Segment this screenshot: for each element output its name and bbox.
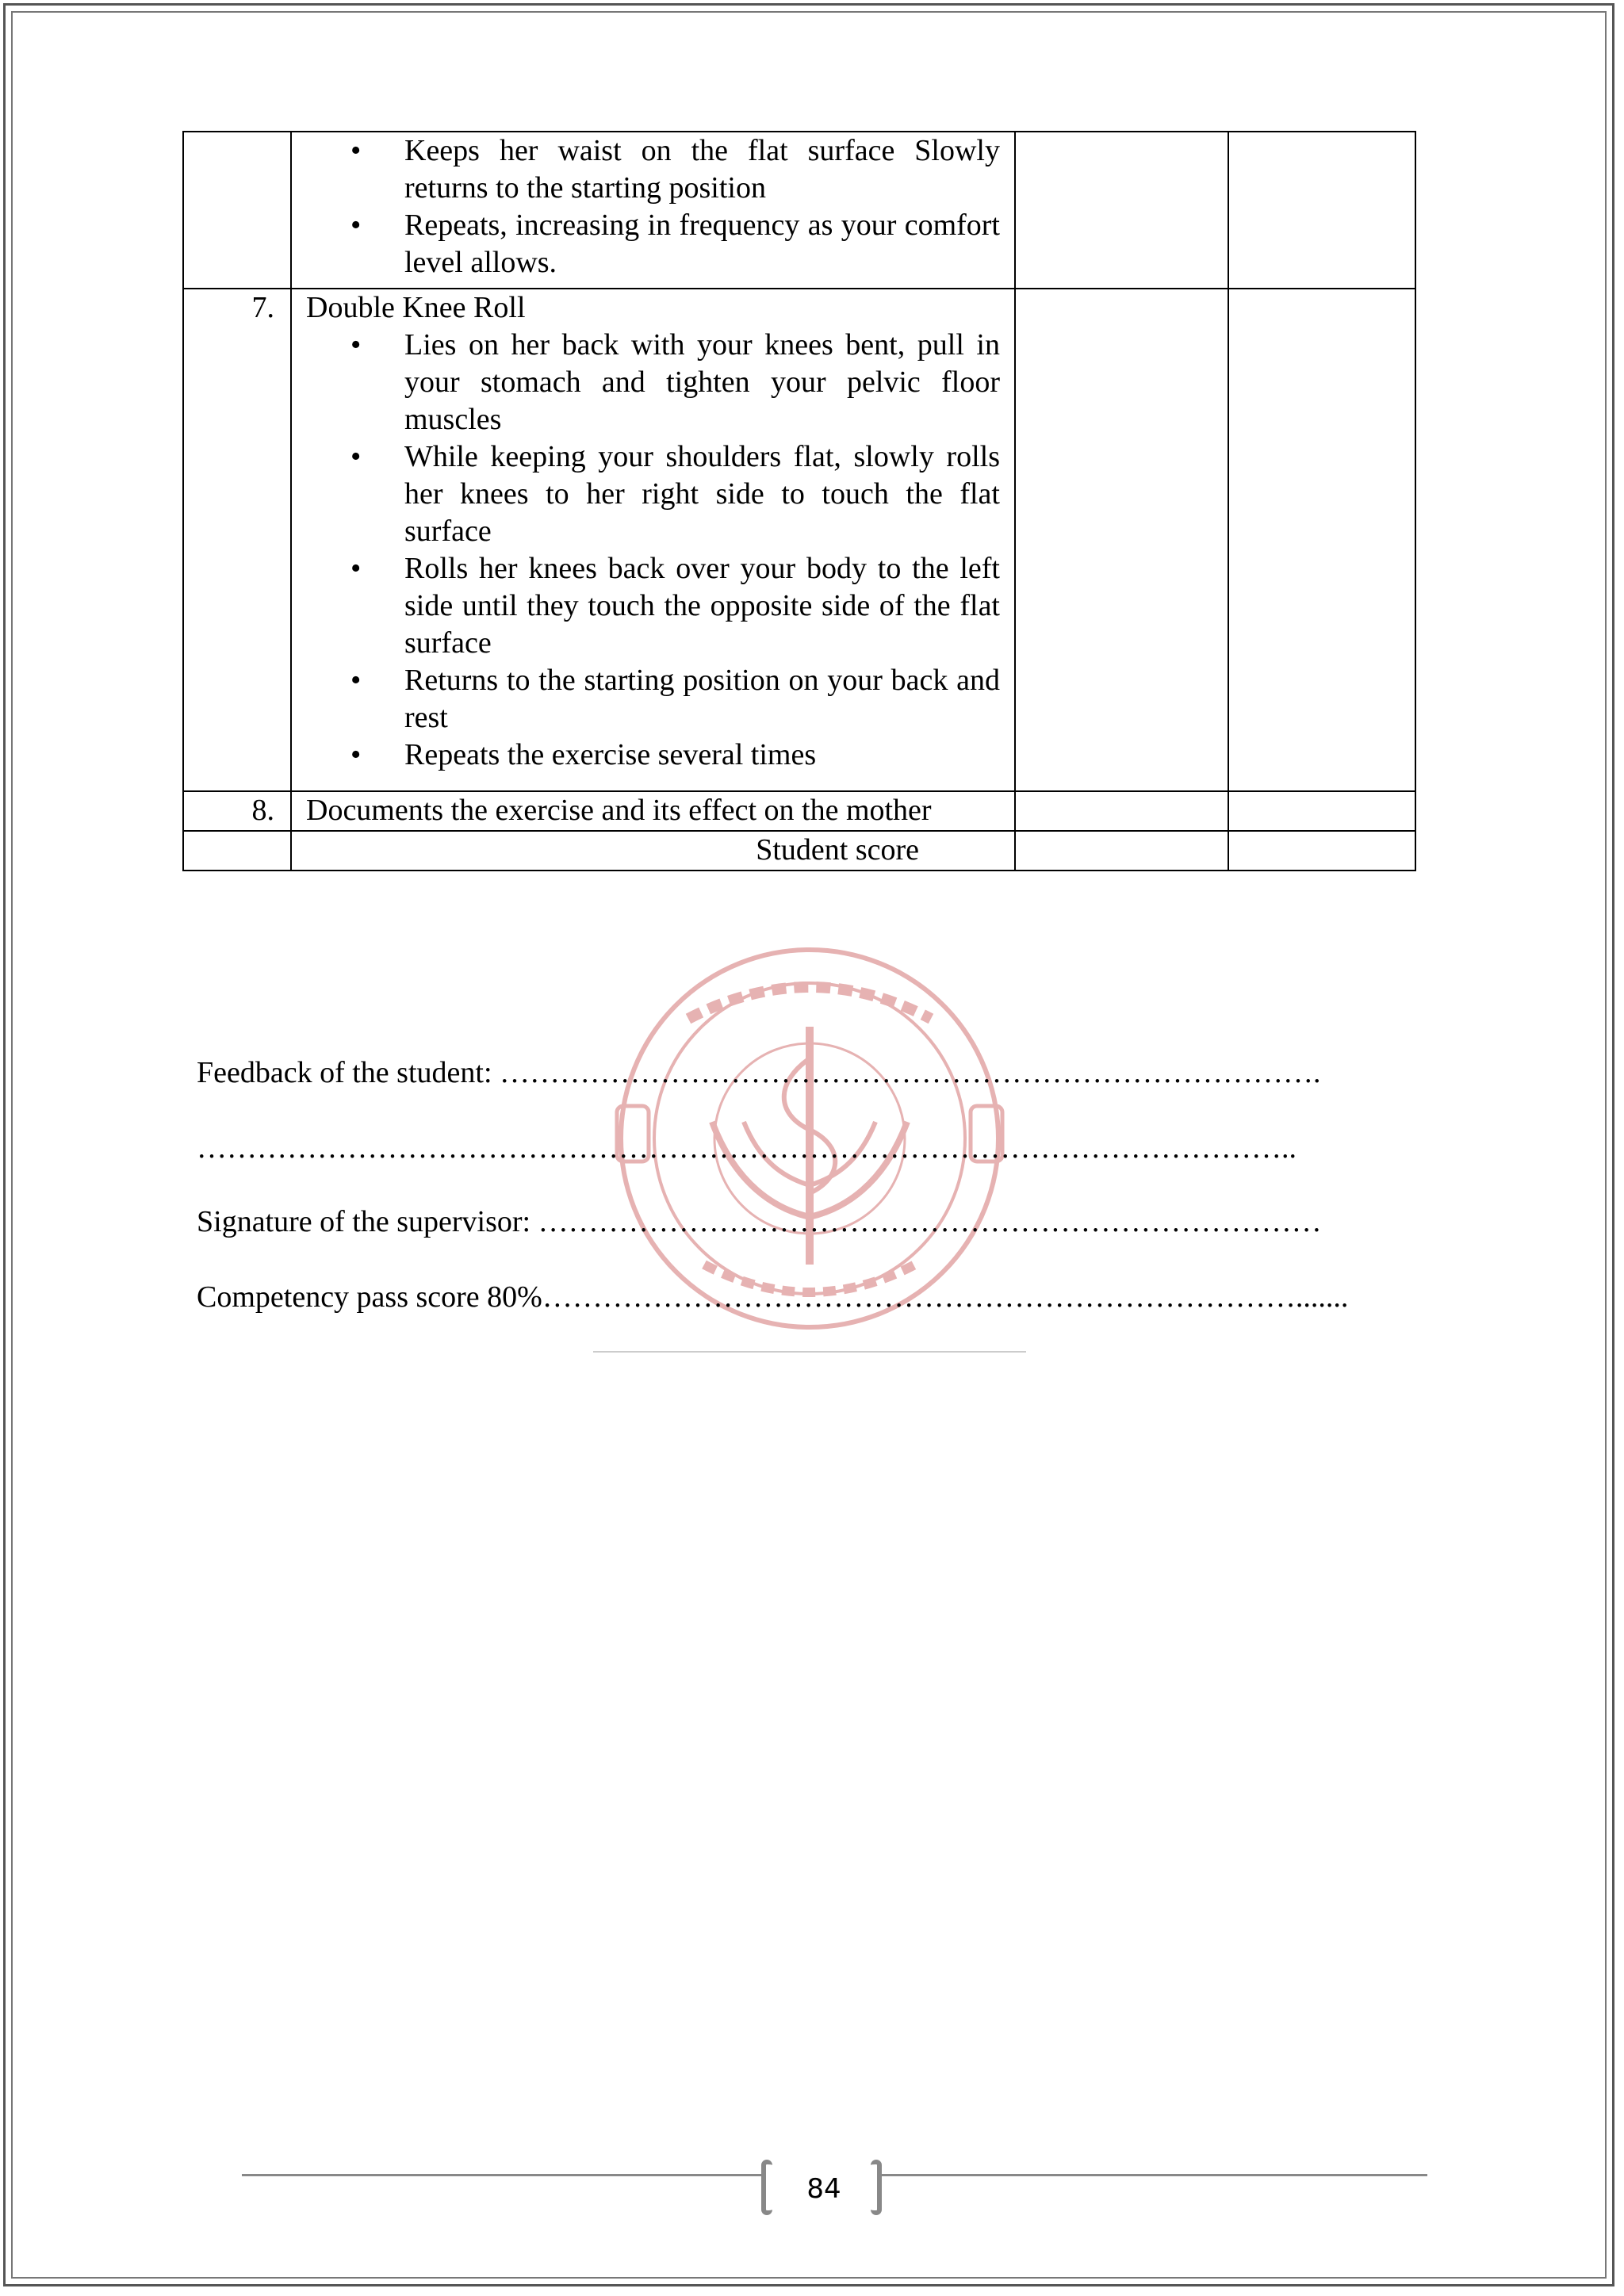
remarks-cell (1228, 289, 1415, 791)
list-item: • Lies on her back with your knees bent, pull in your stomach and tighten your pelvic floor muscles (404, 327, 1000, 438)
step-description (291, 289, 1015, 791)
remarks-cell (1228, 132, 1415, 289)
feedback-blank-line2: ……………………………………………………………………………………………….. (197, 1131, 1297, 1165)
footer-rule-right (882, 2174, 1427, 2176)
score-cell (1015, 132, 1228, 289)
signature-blank: …………………………………………………………………… (538, 1205, 1322, 1238)
footer-rule-left (242, 2174, 761, 2176)
competency-field (197, 1279, 1348, 1315)
table-row (183, 831, 1415, 871)
table-row (183, 791, 1415, 831)
step-title: Double Knee Roll (306, 291, 526, 324)
table-row (183, 132, 1415, 289)
step-description (291, 132, 1015, 289)
remarks-cell (1228, 831, 1415, 871)
list-item: • Returns to the starting position on your back and rest (404, 662, 1000, 737)
remarks-cell (1228, 791, 1415, 831)
step-number: 8. (183, 791, 291, 831)
step-description: Documents the exercise and its effect on the mother (291, 791, 1015, 831)
empty-number-cell (183, 831, 291, 871)
signature-label: Signature of the supervisor: (197, 1205, 531, 1238)
score-cell (1015, 289, 1228, 791)
signature-field (197, 1203, 1322, 1240)
competency-blank: …………………………………………………………………....... (542, 1280, 1349, 1314)
step-list (306, 132, 1000, 281)
step-list (306, 327, 1000, 774)
table-row (183, 289, 1415, 791)
step-number (183, 132, 291, 289)
competency-label: Competency pass score 80% (197, 1280, 542, 1314)
feedback-field (197, 1054, 1321, 1091)
score-cell (1015, 831, 1228, 871)
page-number: 84 (806, 2173, 841, 2205)
student-score-label: Student score (291, 831, 1015, 871)
feedback-field-line2 (197, 1130, 1297, 1166)
step-number: 7. (183, 289, 291, 791)
list-item: • Keeps her waist on the flat surface Slowly returns to the starting position (404, 132, 1000, 207)
list-item: • Repeats the exercise several times (404, 737, 1000, 774)
checklist-table (182, 131, 1416, 871)
list-item: • Rolls her knees back over your body to the left side until they touch the opposite side of the flat surface (404, 550, 1000, 662)
list-item: • Repeats, increasing in frequency as your comfort level allows. (404, 207, 1000, 281)
list-item: • While keeping your shoulders flat, slowly rolls her knees to her right side to touch the flat surface (404, 438, 1000, 550)
feedback-label: Feedback of the student: (197, 1056, 492, 1089)
score-cell (1015, 791, 1228, 831)
feedback-blank: ………………………………………………………………………. (500, 1056, 1321, 1089)
